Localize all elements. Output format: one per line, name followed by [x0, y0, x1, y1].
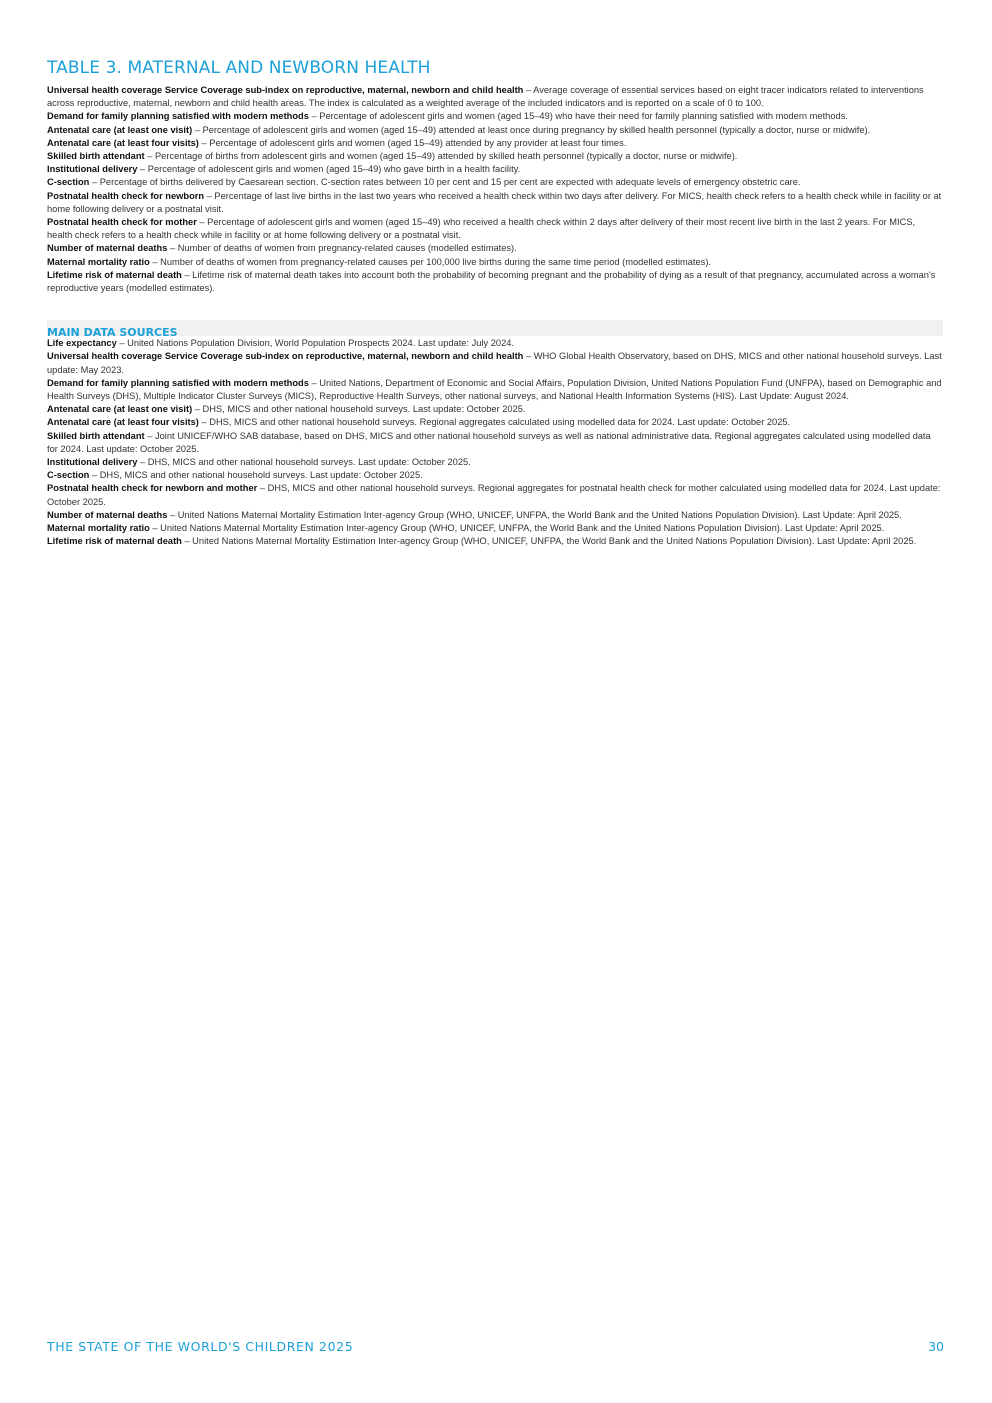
footer-publication-title: THE STATE OF THE WORLD'S CHILDREN 2025 [47, 1339, 354, 1354]
source-text: – DHS, MICS and other national household surveys. Last update: October 2025. [192, 404, 526, 415]
definition-item [47, 269, 943, 295]
source-item [47, 469, 943, 482]
definition-text: – Number of deaths of women from pregnancy-related causes (modelled estimates). [167, 243, 517, 254]
source-term: Number of maternal deaths [47, 509, 168, 520]
source-item [47, 403, 943, 416]
definition-term: Antenatal care (at least four visits) [47, 137, 199, 148]
source-text: – WHO Global Health Observatory, based on DHS, MICS and other national household surveys. Last update: May 2023. [47, 351, 942, 375]
definition-item [47, 163, 943, 176]
source-item [47, 509, 943, 522]
definition-term: Postnatal health check for newborn [47, 190, 205, 201]
page-content [47, 58, 943, 549]
definition-term: Lifetime risk of maternal death [47, 269, 182, 280]
definition-item [47, 242, 943, 255]
source-item [47, 416, 943, 429]
definition-text: – Percentage of adolescent girls and women (aged 15–49) who gave birth in a health facility. [137, 164, 521, 175]
definition-item [47, 150, 943, 163]
definition-text: – Percentage of adolescent girls and women (aged 15–49) attended by any provider at least four times. [198, 137, 627, 148]
source-term: Antenatal care (at least one visit) [47, 404, 193, 415]
source-term: C-section [47, 470, 90, 481]
source-text: – United Nations Maternal Mortality Estimation Inter-agency Group (WHO, UNICEF, UNFPA, the World Bank and the United Nations Population Division). Last Update: April 2025. [167, 509, 902, 520]
source-item [47, 535, 943, 548]
definition-term: Universal health coverage Service Coverage sub-index on reproductive, maternal, newborn and child health [47, 85, 524, 95]
source-term: Institutional delivery [47, 457, 138, 468]
source-text: – DHS, MICS and other national household surveys. Regional aggregates calculated using modelled data for 2024. Last update: October 2025. [198, 417, 791, 428]
source-text: – United Nations Maternal Mortality Estimation Inter-agency Group (WHO, UNICEF, UNFPA, the World Bank and the United Nations Population Division). Last Update: April 2025. [181, 536, 917, 547]
source-text: – DHS, MICS and other national household surveys. Last update: October 2025. [89, 470, 423, 481]
definition-term: C-section [47, 177, 90, 188]
definition-term: Postnatal health check for mother [47, 217, 197, 228]
definition-item [47, 256, 943, 269]
source-item [47, 456, 943, 469]
definition-item [47, 216, 943, 242]
page-number: 30 [928, 1339, 944, 1354]
source-term: Life expectancy [47, 338, 117, 349]
source-term: Demand for family planning satisfied with modern methods [47, 377, 309, 388]
definition-item [47, 190, 943, 216]
definition-text: – Percentage of last live births in the last two years who received a health check within two days after delivery. For MICS, health check refers to a health check while in facility or at home following delivery or a postnatal visit. [47, 190, 942, 214]
source-text: – Joint UNICEF/WHO SAB database, based on DHS, MICS and other national household surveys as well as national administrative data. Regional aggregates calculated using modelled data for 2024. Last update: October 2025. [47, 430, 931, 454]
definition-term: Antenatal care (at least one visit) [47, 124, 193, 135]
source-item [47, 430, 943, 456]
source-text: – United Nations, Department of Economic and Social Affairs, Population Division, United Nations Population Fund (UNFPA), based on Demographic and Health Surveys (DHS), Multiple Indicator Cluster Surveys (MICS), Reproductive Health Surveys, other national surveys, and National Health Information Systems (HIS). Last Update: August 2024. [47, 377, 942, 402]
definition-term: Maternal mortality ratio [47, 256, 150, 267]
sources-heading: MAIN DATA SOURCES [47, 326, 178, 340]
definition-item [47, 124, 943, 137]
sources-list [47, 337, 943, 548]
source-text: – United Nations Population Division, World Population Prospects 2024. Last update: July 2024. [116, 338, 515, 349]
source-item [47, 337, 943, 350]
definition-text: – Lifetime risk of maternal death takes into account both the probability of becoming pregnant and the probability of dying as a result of that pregnancy, accumulated across a woman's reproductive years (modelled estimates). [47, 269, 936, 294]
source-term: Maternal mortality ratio [47, 523, 150, 534]
definition-term: Skilled birth attendant [47, 151, 145, 162]
definition-term: Number of maternal deaths [47, 243, 168, 254]
source-item [47, 350, 943, 376]
source-term: Skilled birth attendant [47, 430, 145, 441]
definition-text: – Percentage of adolescent girls and women (aged 15–49) attended at least once during pregnancy by skilled health personnel (typically a doctor, nurse or midwife). [192, 124, 871, 135]
source-text: – United Nations Maternal Mortality Estimation Inter-agency Group (WHO, UNICEF, UNFPA, the World Bank and the United Nations Population Division). Last Update: April 2025. [149, 523, 885, 534]
definition-term: Demand for family planning satisfied with modern methods [47, 111, 309, 122]
definition-item [47, 110, 943, 123]
source-term: Lifetime risk of maternal death [47, 536, 182, 547]
source-term: Postnatal health check for newborn and mother [47, 483, 258, 494]
source-item [47, 482, 943, 508]
definitions-list [47, 84, 943, 295]
source-text: – DHS, MICS and other national household surveys. Last update: October 2025. [137, 457, 471, 468]
source-item [47, 522, 943, 535]
source-item [47, 377, 943, 403]
definition-item [47, 137, 943, 150]
definition-text: – Percentage of births delivered by Caesarean section. C-section rates between 10 per cent and 15 per cent are expected with adequate levels of emergency obstetric care. [89, 177, 801, 188]
definition-text: – Number of deaths of women from pregnancy-related causes per 100,000 live births during the same time period (modelled estimates). [149, 256, 712, 267]
definition-text: – Percentage of adolescent girls and women (aged 15–49) who have their need for family planning satisfied with modern methods. [308, 111, 848, 122]
definition-item [47, 84, 943, 110]
source-text: – DHS, MICS and other national household surveys. Regional aggregates for postnatal health check for mother calculated using modelled data for 2024. Last update: October 2025. [47, 483, 941, 507]
definition-text: – Average coverage of essential services based on eight tracer indicators related to interventions across reproductive, maternal, newborn and child health areas. The index is calculated as a weighted average of the included indicators and is reported on a scale of 0 to 100. [47, 85, 924, 109]
page-title: TABLE 3. MATERNAL AND NEWBORN HEALTH [47, 58, 431, 78]
source-term: Universal health coverage Service Coverage sub-index on reproductive, maternal, newborn and child health [47, 351, 524, 362]
definition-item [47, 176, 943, 189]
sources-heading-band [47, 320, 943, 340]
definition-text: – Percentage of births from adolescent girls and women (aged 15–49) attended by skilled heath personnel (typically a doctor, nurse or midwife). [144, 151, 738, 162]
definition-text: – Percentage of adolescent girls and women (aged 15–49) who received a health check within 2 days after delivery of their most recent live birth in the last 2 years. For MICS, health check refers to a health check while in facility or at home following delivery or a postnatal visit. [47, 217, 916, 241]
source-term: Antenatal care (at least four visits) [47, 417, 199, 428]
definition-term: Institutional delivery [47, 164, 138, 175]
